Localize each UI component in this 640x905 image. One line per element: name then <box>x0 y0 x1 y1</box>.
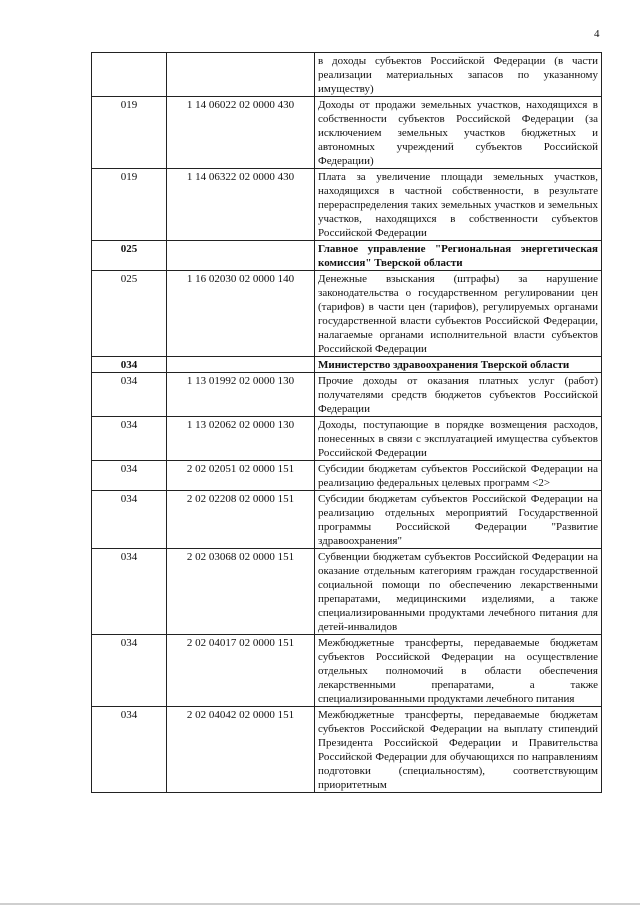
admin-code-cell: 019 <box>92 97 167 169</box>
admin-code-cell: 034 <box>92 461 167 491</box>
admin-code-cell: 019 <box>92 169 167 241</box>
revenue-code-cell: 1 13 01992 02 0000 130 <box>167 373 315 417</box>
table-row <box>92 461 602 491</box>
admin-code-cell: 034 <box>92 357 167 373</box>
budget-revenue-table <box>91 52 602 793</box>
table-row <box>92 97 602 169</box>
table-row <box>92 707 602 793</box>
admin-code-cell: 034 <box>92 491 167 549</box>
revenue-description-cell: Доходы, поступающие в порядке возмещения расходов, понесенных в связи с эксплуатацией имущества субъектов Российской Федерации <box>315 417 602 461</box>
admin-code-cell: 034 <box>92 373 167 417</box>
table-body <box>92 53 602 793</box>
revenue-description-cell: Субсидии бюджетам субъектов Российской Федерации на реализацию федеральных целевых программ <2> <box>315 461 602 491</box>
table-row-administrator-header <box>92 241 602 271</box>
revenue-description-cell: Прочие доходы от оказания платных услуг (работ) получателями средств бюджетов субъектов Российской Федерации <box>315 373 602 417</box>
revenue-code-cell: 2 02 04017 02 0000 151 <box>167 635 315 707</box>
table-row <box>92 271 602 357</box>
revenue-description-cell: Главное управление "Региональная энергетическая комиссия" Тверской области <box>315 241 602 271</box>
revenue-description-cell: Межбюджетные трансферты, передаваемые бюджетам субъектов Российской Федерации на выплату стипендий Президента Российской Федерации и Правительства Российской Федерации для обучающихся по направлениям подготовки (специальностям), соответствующим приоритетным <box>315 707 602 793</box>
revenue-code-cell <box>167 241 315 271</box>
table-row <box>92 373 602 417</box>
table-row <box>92 417 602 461</box>
revenue-code-cell: 1 13 02062 02 0000 130 <box>167 417 315 461</box>
table-row <box>92 169 602 241</box>
admin-code-cell: 025 <box>92 241 167 271</box>
revenue-description-cell: Субсидии бюджетам субъектов Российской Федерации на реализацию отдельных мероприятий Государственной программы Российской Федерации "Развитие здравоохранения" <box>315 491 602 549</box>
admin-code-cell: 034 <box>92 549 167 635</box>
revenue-code-cell: 1 16 02030 02 0000 140 <box>167 271 315 357</box>
admin-code-cell: 034 <box>92 635 167 707</box>
table-row <box>92 549 602 635</box>
revenue-description-cell: Субвенции бюджетам субъектов Российской Федерации на оказание отдельным категориям граждан государственной социальной помощи по обеспечению лекарственными препаратами, медицинскими изделиями, а также специализированными продуктами лечебного питания для детей-инвалидов <box>315 549 602 635</box>
admin-code-cell: 034 <box>92 707 167 793</box>
table-row <box>92 491 602 549</box>
revenue-code-cell: 2 02 04042 02 0000 151 <box>167 707 315 793</box>
revenue-code-cell: 1 14 06322 02 0000 430 <box>167 169 315 241</box>
admin-code-cell <box>92 53 167 97</box>
table-row-administrator-header <box>92 357 602 373</box>
revenue-code-cell <box>167 357 315 373</box>
revenue-description-cell: Министерство здравоохранения Тверской области <box>315 357 602 373</box>
page-number: 4 <box>594 28 600 40</box>
table-row <box>92 635 602 707</box>
revenue-code-cell: 1 14 06022 02 0000 430 <box>167 97 315 169</box>
revenue-description-cell: Доходы от продажи земельных участков, находящихся в собственности субъектов Российской Федерации (за исключением земельных участков бюджетных и автономных учреждений субъектов Российской Федерации) <box>315 97 602 169</box>
revenue-code-cell <box>167 53 315 97</box>
table-row <box>92 53 602 97</box>
revenue-code-cell: 2 02 02208 02 0000 151 <box>167 491 315 549</box>
revenue-description-cell: в доходы субъектов Российской Федерации (в части реализации материальных запасов по указанному имуществу) <box>315 53 602 97</box>
revenue-code-cell: 2 02 03068 02 0000 151 <box>167 549 315 635</box>
revenue-description-cell: Денежные взыскания (штрафы) за нарушение законодательства о государственном регулировании цен (тарифов) в части цен (тарифов), регулируемых органами государственной власти субъектов Российской Федерации, налагаемые органами исполнительной власти субъектов Российской Федерации <box>315 271 602 357</box>
admin-code-cell: 025 <box>92 271 167 357</box>
revenue-description-cell: Межбюджетные трансферты, передаваемые бюджетам субъектов Российской Федерации на осуществление отдельных полномочий в области обеспечения лекарственными препаратами, а также специализированными продуктами лечебного питания <box>315 635 602 707</box>
revenue-description-cell: Плата за увеличение площади земельных участков, находящихся в частной собственности, в результате перераспределения таких земельных участков и земельных участков, находящихся в собственности субъектов Российской Федерации <box>315 169 602 241</box>
revenue-code-cell: 2 02 02051 02 0000 151 <box>167 461 315 491</box>
admin-code-cell: 034 <box>92 417 167 461</box>
